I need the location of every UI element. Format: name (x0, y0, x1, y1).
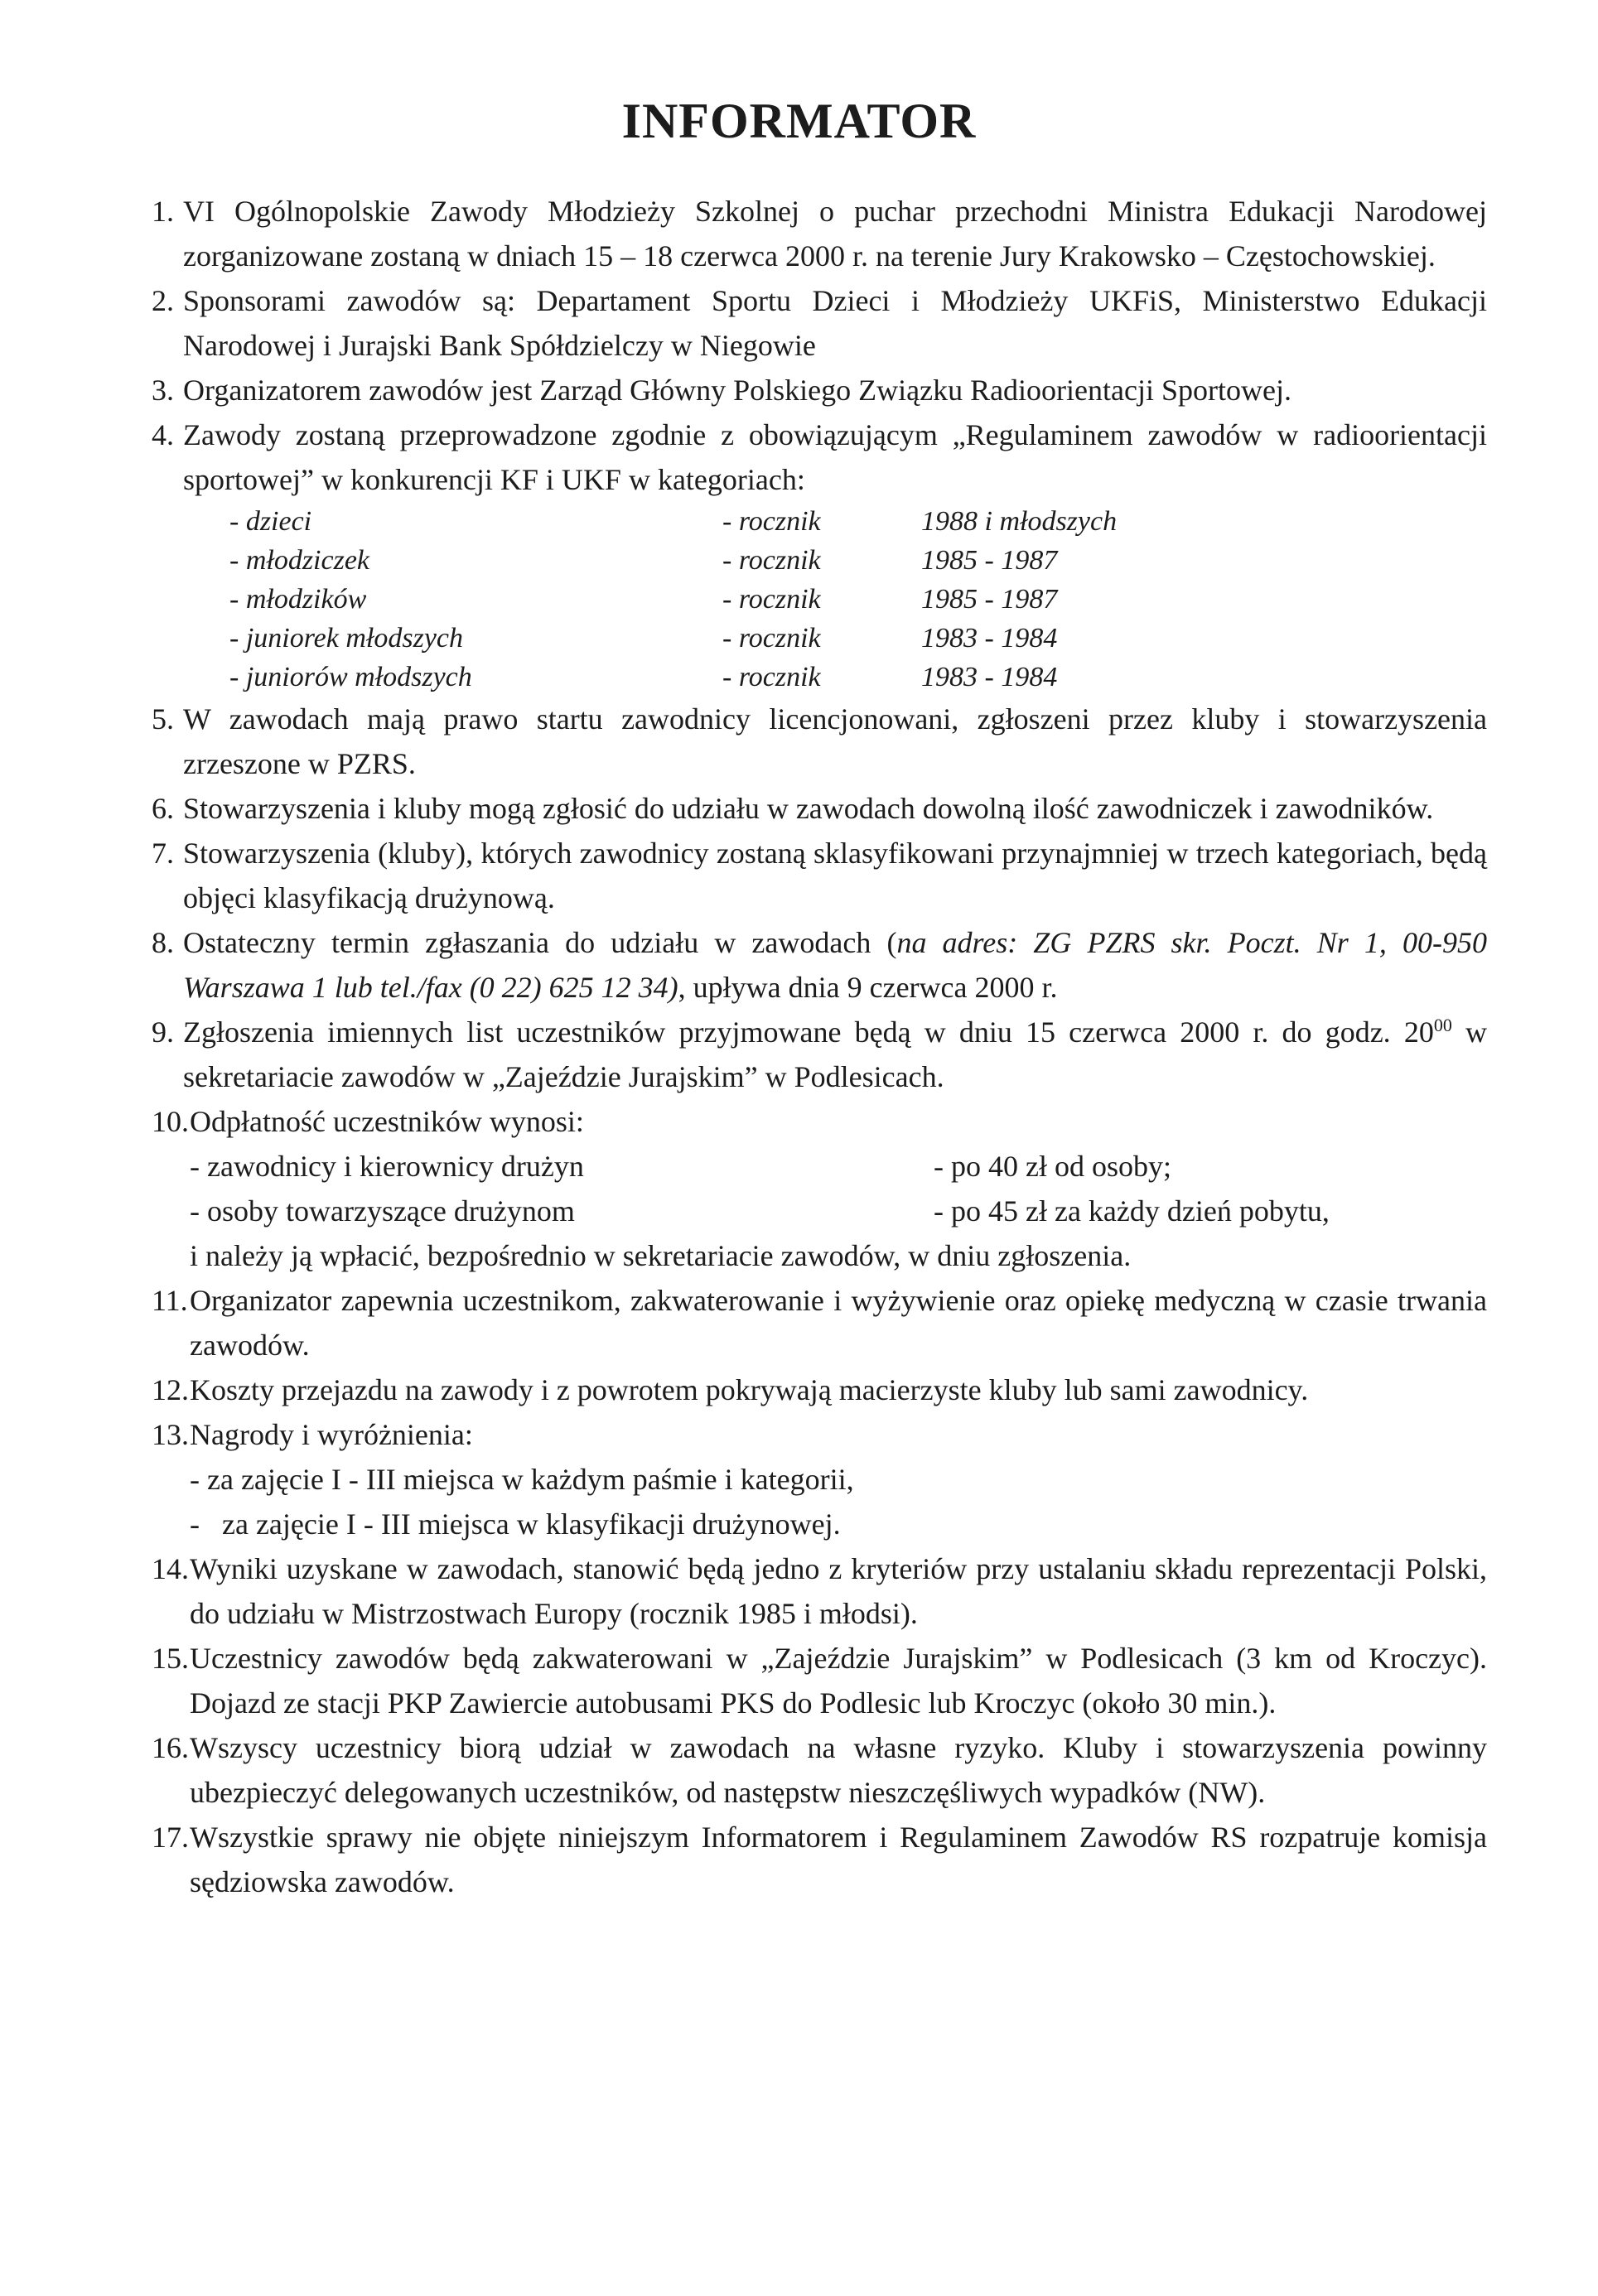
rule-item-1 (152, 189, 1487, 278)
category-label: - rocznik (722, 545, 821, 576)
category-name: - młodziczek (229, 545, 370, 576)
category-name: - juniorek młodszych (229, 623, 464, 654)
fee-row (190, 1144, 1330, 1189)
fee-table (190, 1144, 1330, 1233)
category-years: 1983 - 1984 (921, 662, 1058, 692)
rule-item-3 (152, 368, 1487, 412)
rule-number: 2. (152, 284, 174, 317)
rule-item-10 (152, 1099, 1487, 1278)
fee-amount: - po 45 zł za każdy dzień pobytu, (934, 1194, 1330, 1228)
rule-text: VI Ogólnopolskie Zawody Młodzieży Szkolnej o puchar przechodni Ministra Edukacji Narodowej zorganizowane zostaną w dniach 15 – 18 czerwca 2000 r. na terenie Jury Krakowsko – Częstochowskiej. (183, 195, 1487, 273)
rule-number: 3. (152, 374, 174, 407)
rule-text: W zawodach mają prawo startu zawodnicy licencjonowani, zgłoszeni przez kluby i stowarzyszenia zrzeszone w PZRS. (183, 702, 1487, 780)
category-years: 1988 i młodszych (921, 506, 1118, 537)
rule-number: 12. (152, 1373, 189, 1406)
rule-text: Wyniki uzyskane w zawodach, stanowić będą jedno z kryteriów przy ustalaniu składu reprezentacji Polski, do udziału w Mistrzostwach Europy (rocznik 1985 i młodsi). (190, 1552, 1487, 1630)
fee-amount: - po 40 zł od osoby; (934, 1150, 1171, 1183)
category-years: 1983 - 1984 (921, 623, 1058, 654)
rule-text: Uczestnicy zawodów będą zakwaterowani w „Zajeździe Jurajskim” w Podlesicach (3 km od Kroczyc). Dojazd ze stacji PKP Zawiercie autobusami PKS do Podlesic lub Kroczyc (około 30 min.). (190, 1642, 1487, 1720)
rule-text: Stowarzyszenia (kluby), których zawodnicy zostaną sklasyfikowani przynajmniej w trzech kategoriach, będą objęci klasyfikacją drużynową. (183, 837, 1487, 914)
rule-number: 7. (152, 837, 174, 870)
rule-item-14 (152, 1546, 1487, 1636)
fee-who: - osoby towarzyszące drużynom (190, 1194, 575, 1228)
category-row (229, 658, 1117, 697)
rule-text-part: Ostateczny termin zgłaszania do udziału w zawodach ( (183, 926, 897, 959)
fee-row (190, 1189, 1330, 1233)
rule-text: Wszystkie sprawy nie objęte niniejszym Informatorem i Regulaminem Zawodów RS rozpatruje komisja sędziowska zawodów. (190, 1821, 1487, 1898)
rule-text (183, 926, 1487, 1004)
category-label: - rocznik (722, 623, 821, 654)
rule-number: 9. (152, 1015, 174, 1049)
category-label: - rocznik (722, 506, 821, 537)
time-superscript: 00 (1433, 1015, 1452, 1035)
rule-item-2 (152, 278, 1487, 368)
rule-number: 11. (152, 1284, 188, 1317)
fee-who: - zawodnicy i kierownicy drużyn (190, 1150, 584, 1183)
category-name: - młodzików (229, 584, 367, 615)
rule-text: Organizatorem zawodów jest Zarząd Główny Polskiego Związku Radioorientacji Sportowej. (183, 374, 1291, 407)
rule-number: 17. (152, 1821, 189, 1854)
rule-item-11 (152, 1278, 1487, 1367)
rule-text-part: Zgłoszenia imiennych list uczestników przyjmowane będą w dniu 15 czerwca 2000 r. do godz. 20 (183, 1015, 1434, 1049)
category-table (229, 502, 1117, 697)
category-years: 1985 - 1987 (921, 584, 1058, 615)
award-line: - za zajęcie I - III miejsca w klasyfikacji drużynowej. (190, 1507, 841, 1541)
rule-text (183, 1015, 1487, 1093)
rule-item-8 (152, 920, 1487, 1010)
rule-item-16 (152, 1725, 1487, 1815)
rule-text: Koszty przejazdu na zawody i z powrotem pokrywają macierzyste kluby lub sami zawodnicy. (190, 1373, 1309, 1406)
fee-note: i należy ją wpłacić, bezpośrednio w sekretariacie zawodów, w dniu zgłoszenia. (190, 1239, 1132, 1272)
rule-number: 15. (152, 1642, 189, 1675)
category-years: 1985 - 1987 (921, 545, 1058, 576)
category-row (229, 502, 1117, 541)
rule-text: Zawody zostaną przeprowadzone zgodnie z obowiązującym „Regulaminem zawodów w radioorientacji sportowej” w konkurencji KF i UKF w kategoriach: (183, 418, 1487, 496)
rule-text: Wszyscy uczestnicy biorą udział w zawodach na własne ryzyko. Kluby i stowarzyszenia powinny ubezpieczyć delegowanych uczestników, od następstw nieszczęśliwych wypadków (NW). (190, 1731, 1487, 1809)
rule-item-9 (152, 1010, 1487, 1099)
rule-number: 16. (152, 1731, 189, 1764)
document-title: INFORMATOR (621, 94, 977, 148)
rule-item-5 (152, 697, 1487, 786)
rule-text-part: , upływa dnia 9 czerwca 2000 r. (678, 971, 1058, 1004)
rule-number: 14. (152, 1552, 189, 1585)
rule-number: 5. (152, 702, 174, 736)
rule-text: Nagrody i wyróżnienia: (190, 1418, 473, 1451)
rule-number: 6. (152, 792, 174, 825)
award-line: - za zajęcie I - III miejsca w każdym paśmie i kategorii, (190, 1463, 854, 1496)
rule-text: Organizator zapewnia uczestnikom, zakwaterowanie i wyżywienie oraz opiekę medyczną w czasie trwania zawodów. (190, 1284, 1487, 1362)
category-label: - rocznik (722, 662, 821, 692)
contact-address: na adres: ZG PZRS skr. Poczt. Nr 1, 00-950 Warszawa 1 lub tel./fax (0 22) 625 12 34) (183, 926, 1487, 1004)
rule-number: 13. (152, 1418, 189, 1451)
rule-number: 10. (152, 1105, 189, 1138)
category-name: - dzieci (229, 506, 312, 537)
rule-text: Stowarzyszenia i kluby mogą zgłosić do udziału w zawodach dowolną ilość zawodniczek i zawodników. (183, 792, 1434, 825)
rule-number: 4. (152, 418, 174, 451)
rule-number: 8. (152, 926, 174, 959)
rule-item-12 (152, 1367, 1487, 1412)
category-row (229, 619, 1117, 658)
rule-item-15 (152, 1636, 1487, 1725)
category-label: - rocznik (722, 584, 821, 615)
rule-item-7 (152, 831, 1487, 920)
category-row (229, 541, 1117, 580)
rule-text: Odpłatność uczestników wynosi: (190, 1105, 584, 1138)
rule-item-13 (152, 1412, 1487, 1546)
rule-text-part: w sekretariacie zawodów w „Zajeździe Jurajskim” w Podlesicach. (183, 1015, 1488, 1093)
rule-item-4 (152, 412, 1487, 697)
rule-number: 1. (152, 195, 174, 228)
rule-text: Sponsorami zawodów są: Departament Sportu Dzieci i Młodzieży UKFiS, Ministerstwo Edukacji Narodowej i Jurajski Bank Spółdzielczy w Niegowie (183, 284, 1487, 362)
rule-item-6 (152, 786, 1487, 831)
rules-list (152, 189, 1487, 1904)
category-name: - juniorów młodszych (229, 662, 472, 692)
category-row (229, 580, 1117, 619)
rule-item-17 (152, 1815, 1487, 1904)
